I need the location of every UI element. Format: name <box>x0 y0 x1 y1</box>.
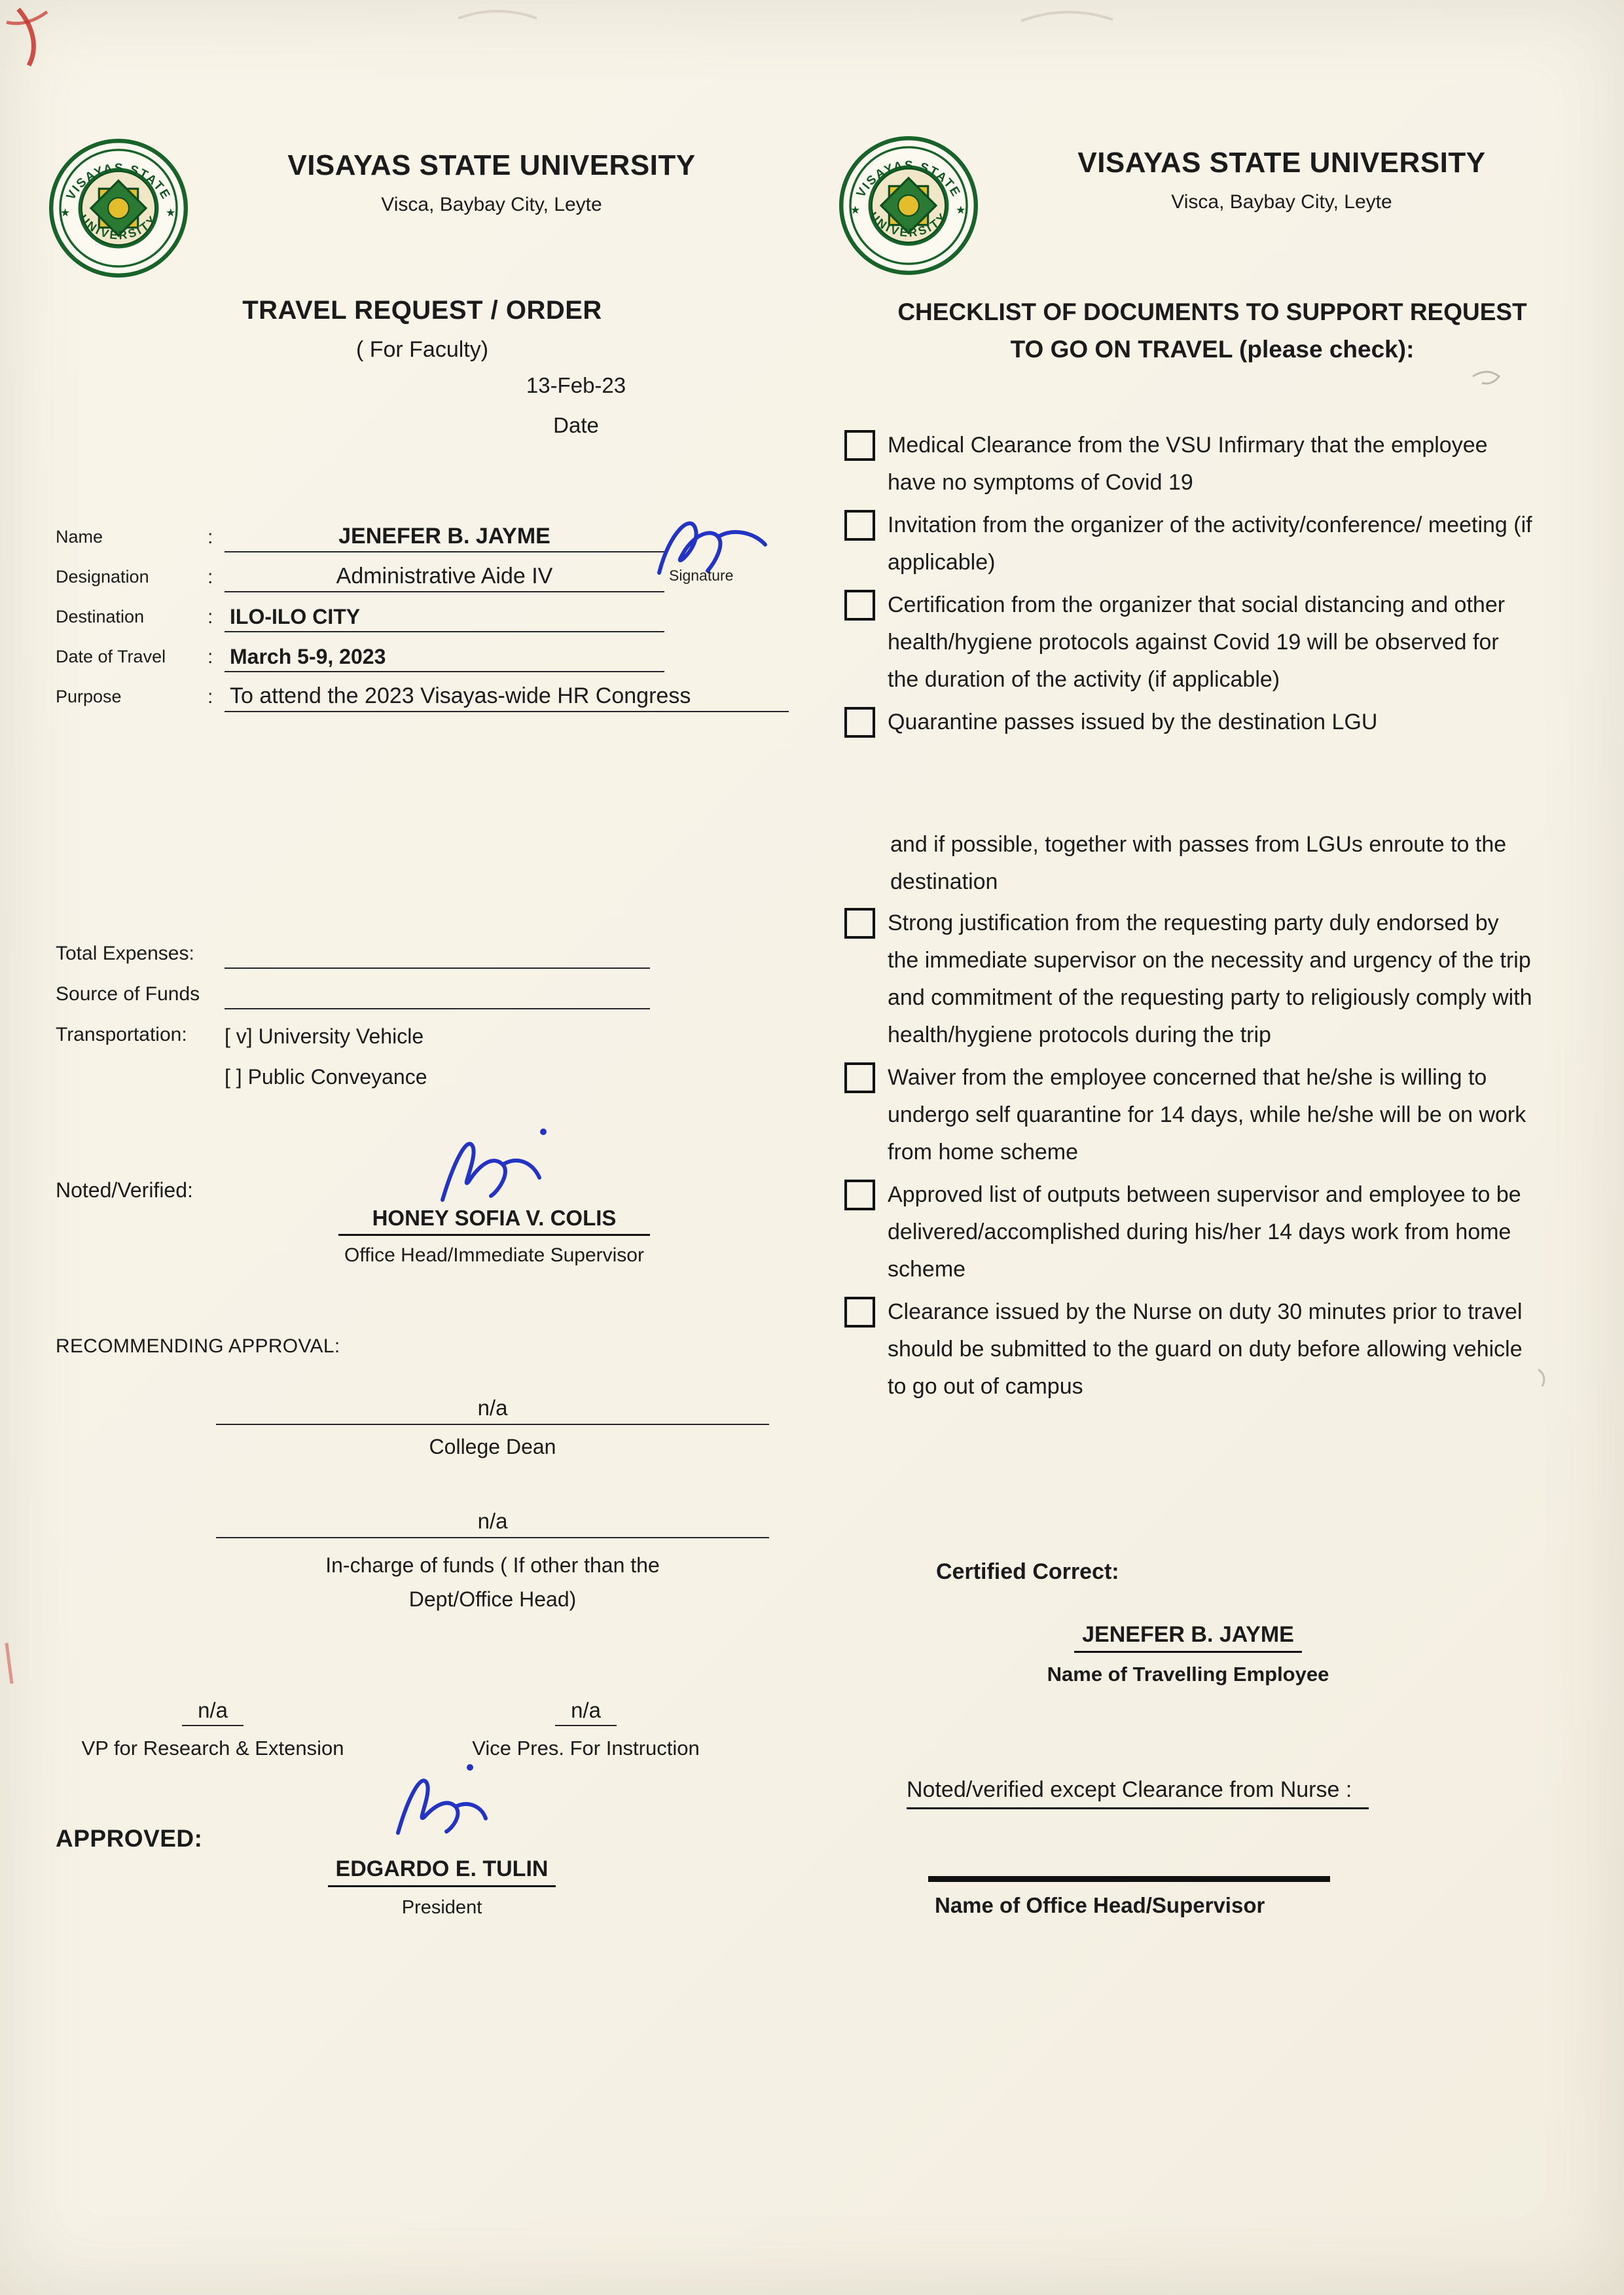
vp-research-block <box>52 1698 373 1760</box>
total-expenses-label: Total Expenses: <box>56 943 194 964</box>
checklist-item <box>844 427 1604 501</box>
right-form-header <box>839 136 1585 275</box>
checklist-item <box>844 587 1604 698</box>
colon: : <box>208 566 213 588</box>
field-row-travel-date <box>56 643 808 672</box>
transportation-row <box>56 1021 776 1050</box>
transport-option-public-conveyance: [ ] Public Conveyance <box>225 1065 427 1089</box>
vp-instruction-role: Vice Pres. For Instruction <box>472 1737 700 1760</box>
checkbox-unchecked <box>844 1062 875 1093</box>
name-value: JENEFER B. JAYME <box>225 524 664 552</box>
checklist-item <box>844 905 1604 1054</box>
noted-verified-label: Noted/Verified: <box>56 1178 193 1202</box>
checkbox-unchecked <box>844 430 875 461</box>
vp-research-role: VP for Research & Extension <box>81 1737 344 1760</box>
checklist-item <box>844 507 1604 581</box>
certified-correct-label: Certified Correct: <box>936 1559 1119 1584</box>
checklist-item-text: Approved list of outputs between supervisor and employee to be delivered/accomplished during his/her 14 days work from home scheme <box>888 1182 1521 1282</box>
right-header-text <box>978 136 1585 213</box>
checklist-title-line2: TO GO ON TRAVEL (please check): <box>1010 336 1415 363</box>
form-title-block <box>49 296 795 363</box>
checklist-item-text: Medical Clearance from the VSU Infirmary that the employee have no symptoms of Covid 19 <box>888 433 1488 495</box>
checklist-item <box>844 1176 1604 1288</box>
supervisor-name: HONEY SOFIA V. COLIS <box>338 1206 651 1236</box>
colon: : <box>208 526 213 548</box>
colon: : <box>208 606 213 628</box>
supervisor-role: Office Head/Immediate Supervisor <box>344 1244 644 1266</box>
checklist-item-text: Invitation from the organizer of the activity/conference/ meeting (if applicable) <box>888 513 1532 575</box>
designation-value: Administrative Aide IV <box>225 564 664 592</box>
recommending-approval-label: RECOMMENDING APPROVAL: <box>56 1335 340 1357</box>
vsu-seal-logo <box>49 139 188 278</box>
university-name: VISAYAS STATE UNIVERSITY <box>287 149 696 181</box>
form-title: TRAVEL REQUEST / ORDER <box>242 296 602 325</box>
source-of-funds-row <box>56 981 776 1009</box>
form-subtitle: ( For Faculty) <box>355 337 489 362</box>
vp-instruction-block <box>419 1698 753 1760</box>
date-value: 13-Feb-23 <box>526 373 626 397</box>
checklist-items <box>844 427 1604 1411</box>
checklist-item <box>844 704 1604 741</box>
checkbox-unchecked <box>844 510 875 541</box>
vp-instruction-value: n/a <box>555 1698 617 1726</box>
office-head-label: Name of Office Head/Supervisor <box>935 1893 1265 1917</box>
colon: : <box>208 646 213 668</box>
checklist-item-continuation <box>844 826 1604 901</box>
checklist-title <box>839 293 1585 368</box>
checklist-title-line1: CHECKLIST OF DOCUMENTS TO SUPPORT REQUEST <box>897 298 1527 325</box>
form-date-block <box>452 373 700 438</box>
noted-verified-except-line <box>907 1777 1369 1809</box>
source-of-funds-label: Source of Funds <box>56 983 200 1005</box>
in-charge-of-funds-block <box>216 1509 769 1616</box>
checklist-item <box>844 1059 1604 1171</box>
total-expenses-row <box>56 940 776 969</box>
colon: : <box>208 686 213 708</box>
college-dean-role: College Dean <box>429 1435 556 1458</box>
transportation-row-2 <box>56 1062 776 1091</box>
date-label: Date <box>553 413 599 437</box>
red-pen-mark <box>18 9 33 65</box>
college-dean-value: n/a <box>216 1396 769 1425</box>
transportation-label: Transportation: <box>56 1024 187 1045</box>
field-row-purpose <box>56 683 808 712</box>
checklist-item-text: and if possible, together with passes from LGUs enroute to the destination <box>890 832 1507 894</box>
left-form-header <box>49 139 795 278</box>
vsu-seal-logo <box>839 136 978 275</box>
field-row-destination <box>56 604 808 632</box>
president-role: President <box>401 1897 482 1918</box>
vp-research-value: n/a <box>182 1698 244 1726</box>
travel-date-value: March 5-9, 2023 <box>225 645 664 672</box>
university-address: Visca, Baybay City, Leyte <box>1171 191 1392 213</box>
checklist-item-text: Waiver from the employee concerned that he/she is willing to undergo self quarantine for 14 days, while he/she will be on work from home scheme <box>888 1065 1526 1165</box>
checkbox-unchecked <box>844 590 875 621</box>
purpose-label: Purpose <box>56 687 122 706</box>
checkbox-unchecked <box>844 908 875 939</box>
checkbox-unchecked <box>844 1180 875 1210</box>
checklist-item-text: Strong justification from the requesting party duly endorsed by the immediate supervisor on the necessity and urgency of the trip and commitment of the requesting party to religiously comply with health/hygiene protocols during the trip <box>888 911 1532 1047</box>
university-address: Visca, Baybay City, Leyte <box>381 194 602 215</box>
spacer <box>56 1087 225 1091</box>
red-pen-mark <box>7 1643 12 1684</box>
travel-date-label: Date of Travel <box>56 647 166 666</box>
university-name: VISAYAS STATE UNIVERSITY <box>1077 147 1486 179</box>
noted-verified-except-text: Noted/verified except Clearance from Nurse : <box>907 1777 1369 1809</box>
supervisor-signature-block <box>275 1206 713 1267</box>
checkbox-unchecked <box>844 707 875 738</box>
office-head-signature-line <box>928 1876 1330 1882</box>
total-expenses-blank-line <box>225 943 650 969</box>
president-name: EDGARDO E. TULIN <box>328 1856 556 1887</box>
destination-value: ILO-ILO CITY <box>225 605 664 632</box>
president-signature <box>378 1760 499 1858</box>
college-dean-block <box>216 1396 769 1459</box>
expenses-section <box>56 940 776 1102</box>
red-pen-mark <box>7 12 47 24</box>
source-of-funds-blank-line <box>225 983 650 1009</box>
funds-role: In-charge of funds ( If other than the Dept/Office Head) <box>325 1553 660 1611</box>
funds-value: n/a <box>216 1509 769 1538</box>
transport-option-university-vehicle: [ v] University Vehicle <box>225 1024 424 1048</box>
page-curl-shadow <box>1021 12 1113 21</box>
checkbox-unchecked <box>844 1297 875 1328</box>
page-curl-shadow <box>458 11 537 18</box>
pencil-mark <box>1473 372 1499 384</box>
checklist-item <box>844 1293 1604 1405</box>
checklist-item-text: Clearance issued by the Nurse on duty 30 minutes prior to travel should be submitted to the guard on duty before allowing vehicle to go out of campus <box>888 1299 1523 1399</box>
president-signature-block <box>295 1856 589 1919</box>
signature-caption: Signature <box>669 567 734 584</box>
approved-label: APPROVED: <box>56 1825 203 1852</box>
destination-label: Destination <box>56 607 145 626</box>
travelling-employee-name: JENEFER B. JAYME <box>1074 1622 1302 1653</box>
purpose-value: To attend the 2023 Visayas-wide HR Congress <box>225 683 789 712</box>
designation-label: Designation <box>56 567 149 587</box>
left-header-text <box>188 139 795 216</box>
checklist-item-text: Quarantine passes issued by the destination LGU <box>888 710 1378 734</box>
employee-signature <box>645 504 772 605</box>
travelling-employee-block <box>1018 1622 1358 1686</box>
travelling-employee-role: Name of Travelling Employee <box>1047 1663 1329 1686</box>
checklist-item-text: Certification from the organizer that social distancing and other health/hygiene protocols against Covid 19 will be observed for the duration of the activity (if applicable) <box>888 592 1506 692</box>
name-label: Name <box>56 527 103 547</box>
